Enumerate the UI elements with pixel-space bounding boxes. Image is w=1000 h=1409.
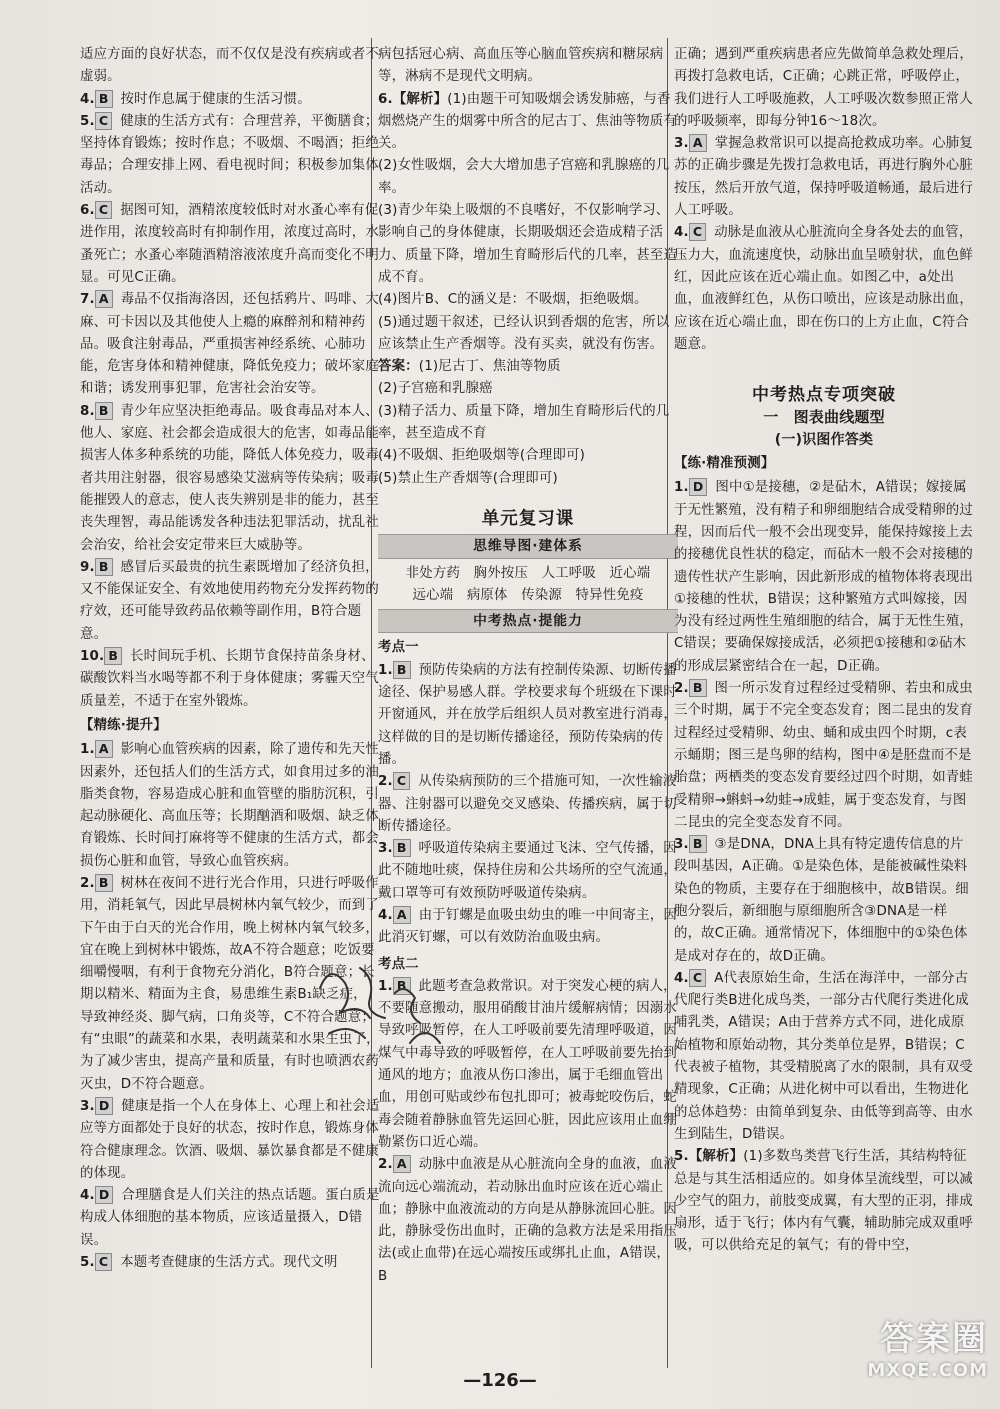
answer-item: [80, 1096, 380, 1185]
hotspot-title: 中考热点专项突破: [752, 385, 896, 406]
column-left: [80, 44, 380, 1359]
question-number: 2.: [378, 1157, 393, 1173]
answer-item: [674, 678, 974, 834]
explanation-text: 图一所示发育过程经过受精卵、若虫和成虫三个时期，属于不完全变态发育；图二昆虫的发育过程经过受精卵、幼虫、蛹和成虫四个时期，c表示蛹期；图三是鸟卵的结构，图中④是胚盘而不是胎盘；两栖类的变态发育要经过四个时期，如青蛙受精卵→蝌蚪→幼蛙→成蛙，属于变态发育，与图二昆虫的完全变态发育不同。: [674, 681, 973, 830]
watermark-logo-text: 答案圈: [880, 1319, 988, 1359]
question-number: 7.: [80, 292, 95, 308]
text-paragraph: (3)青少年染上吸烟的不良嗜好，不仅影响学习、影响自己的身体健康，长期吸烟还会造成精子活力、质量下降，增加生育畸形后代的几率，甚至造成不育。: [378, 203, 677, 285]
answer-item: [80, 401, 380, 557]
explanation-text: 本题考查健康的生活方式。现代文明: [120, 1255, 338, 1271]
explanation-text: 感冒后买最贵的抗生素既增加了经济负担，又不能保证安全、有效地使用药物充分发挥药物的疗效，还可能导致药品依赖等副作用，B符合题意。: [80, 559, 379, 642]
kaodian-2-label: 考点二: [378, 956, 419, 972]
explanation-text: 毒品不仅指海洛因，还包括鸦片、吗啡、大麻、可卡因以及其他使人上瘾的麻醉剂和精神药品。吸食注射毒品，严重损害神经系统、心肺功能，危害身体和精神健康，降低免疫力；破坏家庭和谐；诱发刑事犯罪，危害社会治安等。: [80, 292, 379, 397]
answer-item: [674, 477, 974, 678]
question-number: 3.: [674, 837, 689, 853]
chart-question-answers: [674, 477, 974, 1257]
answer-choice-badge: B: [393, 661, 411, 679]
answer-line: [378, 356, 678, 378]
answer-item: [378, 771, 678, 838]
explanation-text: (1)由题干可知吸烟会诱发肺癌，与香烟燃烧产生的烟雾中所含的尼古丁、焦油等物质有关。: [378, 91, 677, 152]
answer-choice-badge: A: [95, 290, 113, 308]
keyword-row: 远心端 病原体 传染源 特异性免疫: [412, 587, 644, 603]
answer-choice-badge: B: [104, 647, 122, 665]
unit-review-title: 单元复习课: [481, 508, 575, 529]
analysis-tag: 【解析】: [688, 1149, 744, 1165]
answer-choice-badge: C: [689, 223, 706, 241]
question-number: 1.: [674, 480, 689, 496]
answer-label: 答案：: [378, 359, 419, 375]
explanation-text: 按时作息属于健康的生活习惯。: [120, 91, 311, 107]
text-paragraph: (2)女性吸烟，会大大增加患子宫癌和乳腺癌的几率。: [378, 158, 670, 196]
smoking-analysis-block: [378, 44, 678, 490]
text-paragraph: 正确；遇到严重疾病患者应先做简单急救处理后，再拨打急救电话，C正确；心跳正常，呼吸停止，我们进行人工呼吸施救，人工呼吸次数参照正常人的呼吸频率，即每分钟16～18次。: [674, 47, 973, 129]
answer-text: (1)尼古丁、焦油等物质: [418, 359, 561, 375]
question-number: 2.: [378, 774, 393, 790]
explanation-text: 合理膳食是人们关注的热点话题。蛋白质是构成人体细胞的基本物质，应该适量摄入，D错误。: [80, 1188, 380, 1248]
question-number: 10.: [80, 649, 105, 665]
kaodian-1-answers: [378, 660, 678, 950]
question-number: 1.: [378, 662, 393, 678]
question-number: 1.: [378, 978, 393, 994]
text-paragraph: (5)禁止生产香烟等(合理即可): [378, 470, 558, 486]
answer-choice-badge: C: [95, 112, 112, 130]
answer-item: [80, 557, 380, 646]
question-number: 4.: [674, 225, 689, 241]
first-aid-answers: [674, 44, 974, 356]
question-number: 4.: [80, 1188, 95, 1204]
answer-item: [378, 660, 678, 771]
answer-choice-badge: B: [689, 835, 707, 853]
text-paragraph: (2)子宫癌和乳腺癌: [378, 381, 493, 397]
keyword-row: 非处方药 胸外按压 人工呼吸 近心端: [405, 565, 651, 581]
explanation-text: 健康的生活方式有：合理营养，平衡膳食；坚持体育锻炼；按时作息；不吸烟、不喝酒；拒绝毒品；合理安排上网、看电视时间；积极参加集体活动。: [80, 113, 379, 196]
answer-choice-badge: C: [95, 1253, 112, 1271]
explanation-text: 图中①是接穗，②是砧木，A错误；嫁接属于无性繁殖，没有精子和卵细胞结合成受精卵的过程，因而后代一般不会出现变异，能保持嫁接上去的接穗优良性状的稳定，而砧木一般不会对接穗的遗传性状产生影响，因此新形成的植物体将表现出①接穗的性状，B错误；这种繁殖方式叫嫁接，因为没有经过两性生殖细胞的结合，属于无性生殖，C错误；要确保嫁接成活，必须把①接穗和②砧木的形成层紧密结合在一起，D正确。: [674, 480, 973, 674]
answer-item: [674, 834, 974, 968]
explanation-text: 从传染病预防的三个措施可知，一次性输液器、注射器可以避免交叉感染、传播疾病，属于切断传播途径。: [378, 774, 677, 834]
text-paragraph: 病包括冠心病、高血压等心脑血管疾病和糖尿病等，淋病不是现代文明病。: [378, 47, 664, 85]
question-number: 2.: [80, 875, 95, 891]
answer-item: [674, 968, 974, 1146]
explanation-text: 呼吸道传染病主要通过飞沫、空气传播，因此不随地吐痰，保持住房和公共场所的空气流通，戴口罩等可有效预防呼吸道传染病。: [378, 841, 677, 901]
answer-item: [674, 133, 974, 222]
section-label: 【精练·提升】: [80, 717, 167, 733]
explanation-text: (1)多数鸟类营飞行生活，其结构特征总是与其生活相适应的。如身体呈流线型，可以减少空气的阻力，前肢变成翼，有大型的正羽，排成扇形，适于飞行；体内有气囊，辅助肺完成双重呼吸，可以供给充足的氧气；有的骨中空，: [674, 1149, 973, 1254]
explanation-text: 预防传染病的方法有控制传染源、切断传播途径、保护易感人群。学校要求每个班级在下课时开窗通风，并在放学后组织人员对教室进行消毒，这样做的目的是切断传播途径，预防传染病的传播。: [378, 662, 677, 767]
text-paragraph: (3)精子活力、质量下降，增加生育畸形后代的几率，甚至造成不育: [378, 403, 670, 442]
explanation-text: 健康是指一个人在身体上、心理上和社会适应等方面都处于良好的状态，按时作息，锻炼身体符合健康理念。饮酒、吸烟、暴饮暴食都是不健康的体现。: [80, 1098, 380, 1181]
answer-item: [80, 1252, 380, 1274]
answer-choice-badge: B: [95, 90, 113, 108]
answer-item: [80, 739, 380, 873]
answer-item: [80, 200, 380, 289]
question-number: 3.: [80, 1098, 95, 1114]
question-number: 4.: [378, 907, 393, 923]
explanation-text: 由于钉螺是血吸虫幼虫的唯一中间寄主，因此消灭钉螺，可以有效防治血吸虫病。: [378, 907, 677, 946]
question-number: 5.: [674, 1149, 689, 1165]
text-paragraph: (4)图片B、C的涵义是：不吸烟，拒绝吸烟。: [378, 292, 648, 308]
question-number: 5.: [80, 1255, 95, 1271]
answer-item: [80, 646, 380, 713]
answer-choice-badge: A: [689, 134, 707, 152]
answer-item: [378, 905, 678, 950]
explanation-text: 此题考查急救常识。对于突发心梗的病人，不要随意搬动，服用硝酸甘油片缓解病情；因溺水导致呼吸暂停，在人工呼吸前要先清理呼吸道，因煤气中毒导致的呼吸暂停，在人工呼吸前要先抬到通风的地方；血液从伤口渗出，属于毛细血管出血，用创可贴或纱布包扎即可；被毒蛇咬伤后，蛇毒会随着静脉血管先运回心脏，因此应该用止血绷勒紧伤口近心端。: [378, 978, 677, 1150]
question-number: 1.: [80, 742, 95, 758]
answer-choice-badge: B: [95, 558, 113, 576]
kaodian-1-label: 考点一: [378, 640, 419, 656]
answer-choice-badge: B: [393, 839, 411, 857]
answer-item: [80, 1185, 380, 1252]
answer-choice-badge: A: [95, 740, 113, 758]
answer-choice-badge: D: [95, 1186, 114, 1204]
answer-choice-badge: B: [393, 977, 411, 995]
answer-choice-badge: D: [689, 478, 708, 496]
question-number: 5.: [80, 113, 95, 129]
site-watermark: [867, 1311, 988, 1381]
question-number: 3.: [378, 841, 393, 857]
question-number: 6.: [378, 91, 393, 107]
question-number: 8.: [80, 403, 95, 419]
question-number: 4.: [80, 91, 95, 107]
answer-item: [378, 1154, 678, 1288]
answer-choice-badge: B: [95, 874, 113, 892]
answer-choice-badge: A: [393, 906, 411, 924]
answer-item: [80, 289, 380, 400]
explanation-text: 影响心血管疾病的因素，除了遗传和先天性因素外，还包括人们的生活方式，如食用过多的油脂类食物，容易造成心脏和血管壁的脂肪沉积，引起动脉硬化、高血压等；长期酗酒和吸烟、缺乏体育锻炼、长时间打麻将等不健康的生活方式，都会损伤心脏和血管，导致心血管疾病。: [80, 742, 379, 869]
explanation-text: 掌握急救常识可以提高抢救成功率。心肺复苏的正确步骤是先拨打急救电话，再进行胸外心脏按压，然后开放气道，保持呼吸道畅通，最后进行人工呼吸。: [674, 136, 973, 219]
answer-choice-badge: A: [393, 1155, 411, 1173]
hotspot-band: 中考热点·提能力: [378, 609, 678, 633]
answer-item: [378, 89, 678, 156]
question-number: 4.: [674, 970, 689, 986]
explanation-text: 青少年应坚决拒绝毒品。吸食毒品对本人、他人、家庭、社会都会造成很大的危害，如毒品能损害人体多种系统的功能，降低人体免疫力，吸毒者共用注射器，很容易感染艾滋病等传染病；吸毒能摧毁人的意志，使人丧失辨别是非的能力，甚至丧失理智，毒品能诱发各种违法犯罪活动，扰乱社会治安，给社会安定带来巨大威胁等。: [80, 403, 379, 553]
explanation-text: 动脉是血液从心脏流向全身各处去的血管，压力大，血流速度快，动脉出血呈喷射状，血色鲜红，因此应该在近心端止血。如图乙中，a处出血，血液鲜红色，从伤口喷出，应该是动脉出血，应该在近心端止血，即在伤口的上方止血，C符合题意。: [674, 225, 973, 352]
handwriting-scribble: [300, 948, 480, 1068]
answer-item: [674, 222, 974, 356]
answer-item: [80, 89, 380, 111]
watermark-url: MXQE.COM: [867, 1360, 988, 1381]
text-paragraph: (5)通过题干叙述，已经认识到香烟的危害，所以应该禁止生产香烟等。没有买卖，就没有伤害。: [378, 314, 670, 352]
answer-choice-badge: D: [95, 1097, 114, 1115]
question-number: 6.: [80, 203, 95, 219]
page-number: —126—: [463, 1370, 537, 1391]
explanation-text: 长时间玩手机、长期节食保持苗条身材、碳酸饮料当水喝等都不利于身体健康；雾霾天空气质量差，不适于在室外锻炼。: [80, 649, 379, 709]
hotspot-subtitle-2: (一)识图作答类: [774, 431, 874, 448]
explanation-text: 动脉中血液是从心脏流向全身的血液，血液流向远心端流动，若动脉出血时应该在近心端止血；静脉中血液流动的方向是从静脉流回心脏。因此，静脉受伤出血时，正确的急救方法是采用指压法(或止血带)在远心端按压或绑扎止血，A错误，B: [378, 1157, 677, 1284]
mind-map-band: 思维导图·建体系: [378, 534, 678, 558]
column-middle: [378, 44, 678, 1359]
answer-choice-badge: C: [393, 772, 410, 790]
practice-label: 【练·精准预测】: [674, 456, 775, 472]
explanation-text: 据图可知，酒精浓度较低时对水蚤心率有促进作用，浓度较高时有抑制作用，浓度过高时，水蚤死亡；水蚤心率随酒精溶液浓度升高而变化不明显。可见C正确。: [80, 203, 379, 285]
explanation-text: A代表原始生命，生活在海洋中，一部分古代爬行类B进化成鸟类，一部分古代爬行类进化成哺乳类，A错误；A由于营养方式不同，进化成原始植物和原始动物，其分类单位是界，B错误；C代表被子植物，其受精脱离了水的限制，具有双受精现象，C正确；从进化树中可以看出，生物进化的总体趋势：由简单到复杂、由低等到高等、由水生到陆生，D错误。: [674, 970, 973, 1142]
hotspot-subtitle: 一 图表曲线题型: [763, 408, 885, 427]
question-number: 2.: [674, 681, 689, 697]
answer-choice-badge: B: [689, 679, 707, 697]
text-paragraph: (4)不吸烟、拒绝吸烟等(合理即可): [378, 448, 586, 464]
answer-item: [80, 111, 380, 200]
question-number: 9.: [80, 559, 95, 575]
analysis-tag: 【解析】: [392, 91, 448, 107]
text-paragraph: 适应方面的良好状态，而不仅仅是没有疾病或者不虚弱。: [80, 47, 379, 85]
answer-choice-badge: C: [95, 201, 112, 219]
answer-choice-badge: C: [689, 969, 706, 987]
answer-choice-badge: B: [95, 402, 113, 420]
question-number: 3.: [674, 136, 689, 152]
explanation-text: 树林在夜间不进行光合作用，只进行呼吸作用，消耗氧气，因此早晨树林内氧气较少，而到了下午由于白天的光合作用，晚上树林内氧气较多，宜在晚上到树林中锻炼，故A不符合题意；吃饭要细嚼慢咽，有利于食物充分消化，B符合题意；长期以精米、精面为主食，易患维生素B₁缺乏症，导致神经炎、脚气病，口角炎等，C不符合题意；有“虫眼”的蔬菜和水果，表明蔬菜和水果生虫了，为了减少害虫，提高产量和质量，有时也喷洒农药灭虫，D不符合题意。: [80, 875, 380, 1092]
explanation-text: ③是DNA，DNA上具有特定遗传信息的片段叫基因，A正确。①是染色体，是能被碱性染料染色的物质，主要存在于细胞核中，故B错误。细胞分裂后，新细胞与原细胞所含③DNA是一样的，故C正确。通常情况下，体细胞中的①染色体是成对存在的，故D正确。: [674, 837, 969, 964]
answer-item: [378, 838, 678, 905]
answer-item: [674, 1146, 974, 1257]
column-right: [674, 44, 974, 1359]
